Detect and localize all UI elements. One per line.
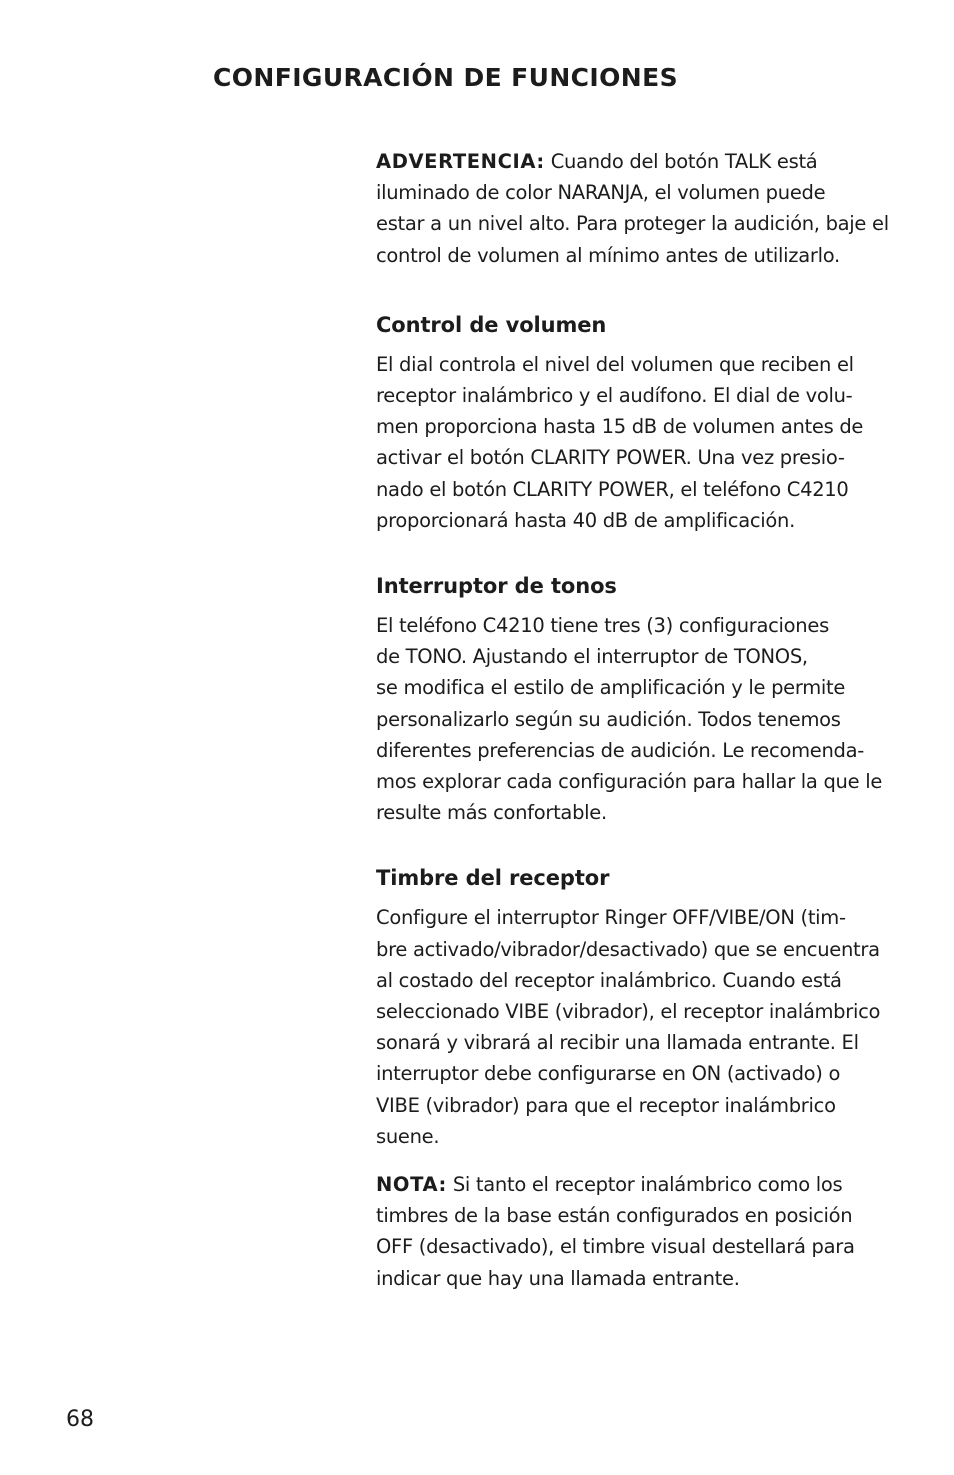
body-line: resulte más confortable. [376,801,607,825]
body-line: activar el botón CLARITY POWER. Una vez presio- [376,446,845,470]
note-label: NOTA: [376,1173,447,1197]
warning-line: iluminado de color NARANJA, el volumen puede [376,181,826,205]
warning-label: ADVERTENCIA: [376,150,545,173]
section-body-interruptor-de-tonos [376,610,896,828]
body-line: personalizarlo según su audición. Todos tenemos [376,707,841,731]
body-line: sonará y vibrará al recibir una llamada entrante. El [376,1031,859,1055]
body-line: proporcionará hasta 40 dB de amplificación. [376,508,795,532]
body-line: diferentes preferencias de audición. Le recomenda- [376,738,864,762]
body-line: se modifica el estilo de amplificación y le permite [376,676,846,700]
section-body-timbre-del-receptor [376,902,896,1152]
body-line: nado el botón CLARITY POWER, el teléfono C4210 [376,477,849,501]
body-line: men proporciona hasta 15 dB de volumen antes de [376,415,864,439]
section-heading-interruptor-de-tonos: Interruptor de tonos [376,574,617,599]
warning-line: estar a un nivel alto. Para proteger la audición, baje el [376,212,889,236]
body-line: de TONO. Ajustando el interruptor de TONOS, [376,645,808,669]
body-line: mos explorar cada configuración para hallar la que le [376,770,883,794]
body-line: seleccionado VIBE (vibrador), el receptor inalámbrico [376,1000,881,1024]
body-line: bre activado/vibrador/desactivado) que se encuentra [376,937,880,961]
note-line: OFF (desactivado), el timbre visual destellará para [376,1235,855,1259]
body-line: El teléfono C4210 tiene tres (3) configuraciones [376,614,829,638]
note-paragraph [376,1169,896,1294]
page-title: CONFIGURACIÓN DE FUNCIONES [213,63,678,92]
note-line: indicar que hay una llamada entrante. [376,1266,740,1290]
warning-text: Cuando del botón TALK está [544,150,818,173]
body-line: Configure el interruptor Ringer OFF/VIBE/ON (tim- [376,906,846,930]
main-content [376,146,896,1294]
body-line: suene. [376,1124,440,1148]
body-line: al costado del receptor inalámbrico. Cuando está [376,968,842,992]
section-heading-timbre-del-receptor: Timbre del receptor [376,866,610,891]
body-line: receptor inalámbrico y el audífono. El dial de volu- [376,384,853,408]
body-line: interruptor debe configurarse en ON (activado) o [376,1062,841,1086]
section-body-control-de-volumen [376,349,896,536]
warning-line-1 [376,146,896,177]
note-line: timbres de la base están configurados en posición [376,1204,853,1228]
note-text: Si tanto el receptor inalámbrico como los [446,1173,843,1197]
page-number: 68 [66,1407,94,1432]
body-line: VIBE (vibrador) para que el receptor inalámbrico [376,1093,836,1117]
section-heading-control-de-volumen: Control de volumen [376,312,607,337]
body-line: El dial controla el nivel del volumen que reciben el [376,352,854,376]
note-line-1 [376,1169,896,1200]
warning-paragraph [376,146,896,271]
warning-line: control de volumen al mínimo antes de utilizarlo. [376,243,840,267]
